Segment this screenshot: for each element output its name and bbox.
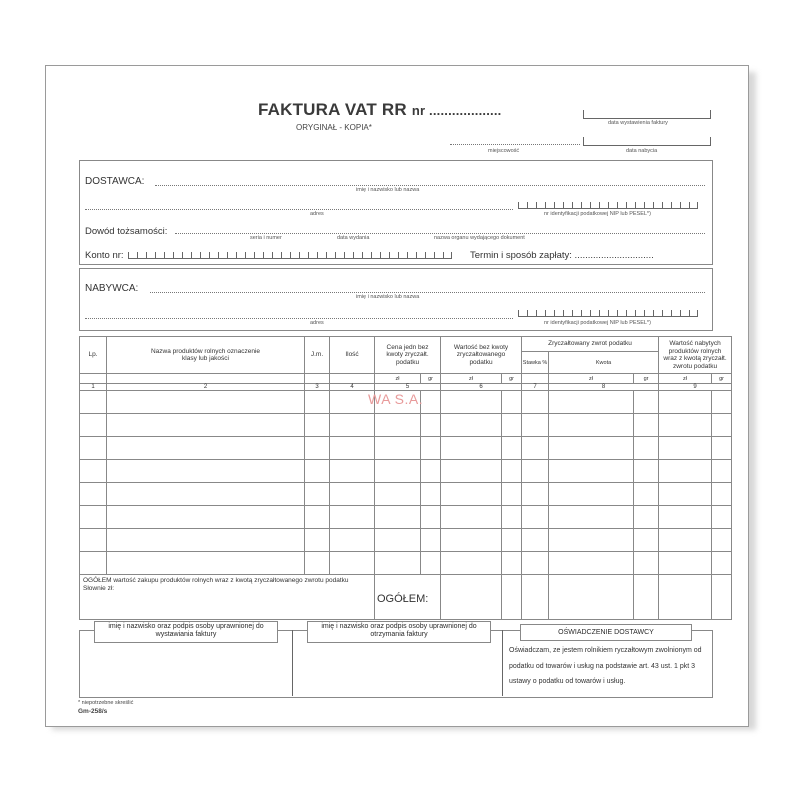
table-row[interactable]: [80, 437, 732, 460]
col-refund: Zryczałtowany zwrot podatku: [522, 337, 659, 352]
buyer-name-field[interactable]: [150, 292, 705, 293]
summary-row: [80, 575, 732, 620]
footnote: * niepotrzebne skreślić: [78, 700, 134, 706]
table-row[interactable]: [80, 483, 732, 506]
publisher-watermark: WA S.A.: [368, 391, 424, 407]
col-qty: Ilość: [330, 337, 375, 374]
issue-date-line: [583, 118, 711, 119]
issue-date-label: data wystawienia faktury: [608, 120, 668, 126]
total-value-gr[interactable]: [502, 575, 522, 620]
supplier-label: DOSTAWCA:: [85, 176, 145, 187]
col-unit: J.m.: [305, 337, 330, 374]
col-value: Wartość bez kwoty zryczałtowanego podatku: [441, 337, 522, 374]
total-value-zl[interactable]: [441, 575, 502, 620]
col-price: Cena jedn bez kwoty zryczałt. podatku: [375, 337, 441, 374]
buyer-nip-field[interactable]: [518, 310, 698, 317]
summary-text: OGÓŁEM wartość zakupu produktów rolnych wraz z kwotą zryczałtowanego zwrotu podatku: [83, 577, 349, 584]
account-label: Konto nr:: [85, 250, 124, 261]
table-row[interactable]: [80, 552, 732, 575]
column-numbers-row: 1 2 3 4 5 6 7 8 9: [80, 384, 732, 391]
place-field[interactable]: [450, 144, 580, 145]
buyer-label: NABYWCA:: [85, 283, 139, 294]
supplier-statement-text: Oświadczam, ze jestem rolnikiem ryczałtowym zwolnionym od podatku od towarów i usług na podstawie art. 43 ust. 1 pkt 3 ustawy o podatku od towarów i usług.: [509, 647, 702, 685]
col-lp: Lp.: [80, 337, 107, 374]
account-number-field[interactable]: [128, 252, 452, 259]
supplier-name-field[interactable]: [155, 185, 705, 186]
total-refund-zl[interactable]: [549, 575, 634, 620]
table-row[interactable]: [80, 414, 732, 437]
col-product: Nazwa produktów rolnych oznaczenie klasy lub jakości: [107, 337, 305, 374]
purchase-date-line: [583, 145, 711, 146]
table-row[interactable]: [80, 529, 732, 552]
col-rate: Stawka %: [522, 352, 549, 374]
copy-type-label: ORYGINAŁ - KOPIA*: [296, 123, 372, 132]
items-table: Lp. Nazwa produktów rolnych oznaczenie klasy lub jakości J.m. Ilość Cena jedn bez kwoty zryczałt. podatku Wartość bez kwoty zryczałtowanego podatku Zryczałtowany zwrot podatku Wartość nabytych produktów rolnych wraz z kwotą zryczałt. zwrotu podatku Stawka % Kwota zł gr zł gr zł gr zł gr 1 2 3 4 5 6 7 8 9 OGÓŁEM wartość zakupu produktów rolnych wraz z kwotą zryczałtowanego zwrotu podatku Słownie zł: OGÓŁEM:: [79, 336, 732, 620]
payment-terms-label: Termin i sposób zapłaty: ..............................: [470, 250, 654, 261]
total-gross-gr[interactable]: [712, 575, 732, 620]
id-document-label: Dowód tożsamości:: [85, 226, 168, 237]
receiver-signature-label: imię i nazwisko oraz podpis osoby uprawnionej do otrzymania faktury: [307, 621, 491, 643]
issuer-signature-label: imię i nazwisko oraz podpis osoby uprawnionej do wystawiania faktury: [94, 621, 278, 643]
col-amount: Kwota: [549, 352, 659, 374]
purchase-date-label: data nabycia: [626, 148, 658, 154]
supplier-address-field[interactable]: [85, 209, 513, 210]
total-refund-gr[interactable]: [634, 575, 659, 620]
col-gross: Wartość nabytych produktów rolnych wraz z kwotą zryczałt. zwrotu podatku: [659, 337, 732, 374]
supplier-statement-title: OŚWIADCZENIE DOSTAWCY: [520, 624, 692, 641]
total-gross-zl[interactable]: [659, 575, 712, 620]
table-row[interactable]: [80, 460, 732, 483]
buyer-address-field[interactable]: [85, 318, 513, 319]
supplier-nip-field[interactable]: [518, 202, 698, 209]
table-row[interactable]: [80, 506, 732, 529]
id-document-field[interactable]: [175, 233, 705, 234]
invoice-title: FAKTURA VAT RR nr ...................: [258, 100, 502, 119]
amount-in-words-label[interactable]: Słownie zł:: [83, 585, 115, 592]
form-code: Gm-258/s: [78, 708, 108, 715]
place-label: miejscowość: [488, 148, 520, 154]
total-label: OGÓŁEM:: [377, 593, 429, 605]
